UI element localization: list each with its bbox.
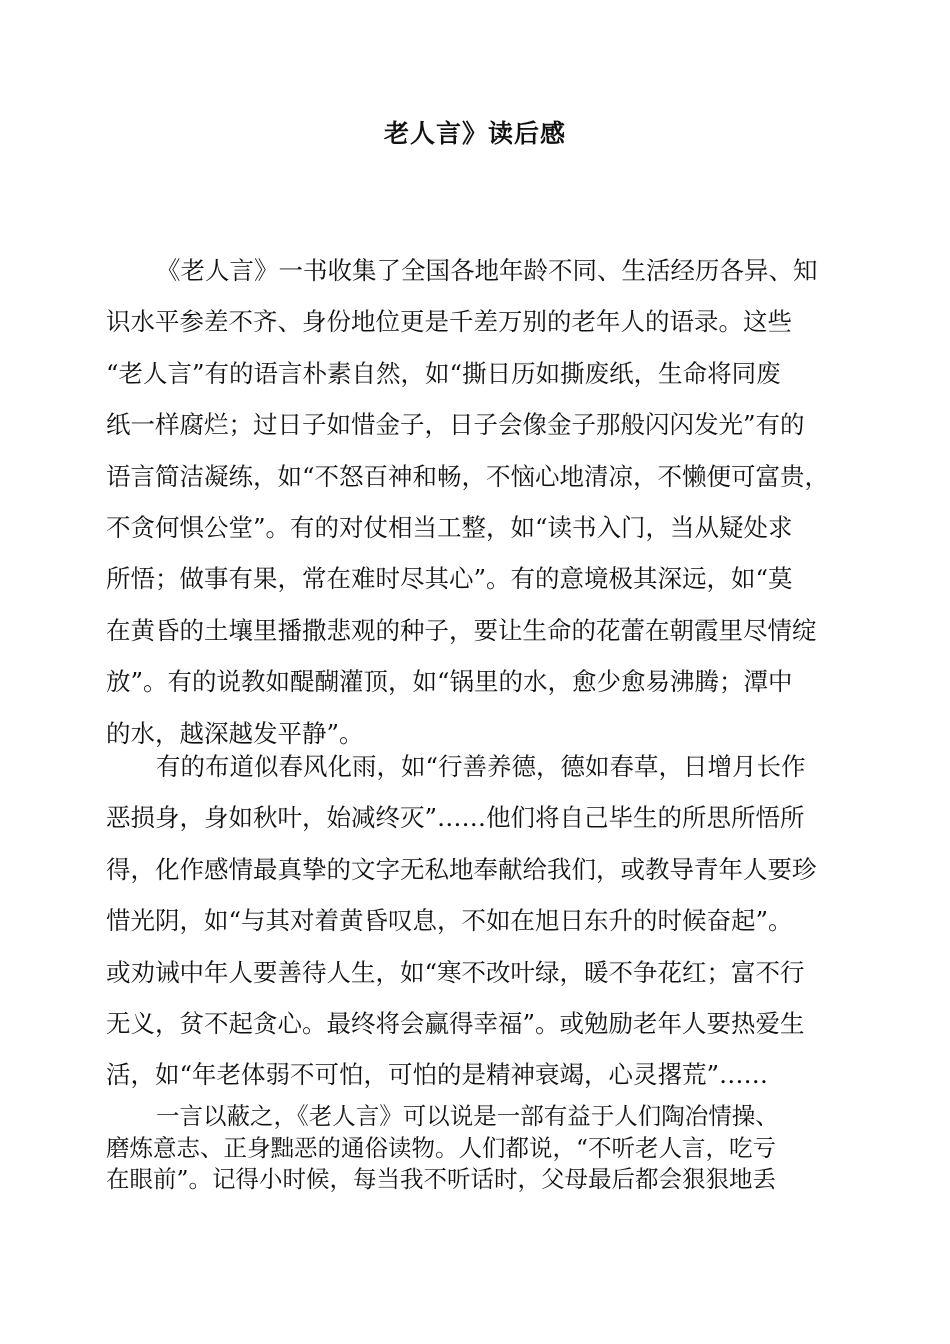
paragraph-line: 纸一样腐烂；过日子如惜金子，日子会像金子那般闪闪发光”有的	[106, 410, 805, 440]
paragraph-1	[106, 245, 848, 759]
paragraph-line: 磨炼意志、正身黜恶的通俗读物。人们都说，“不听老人言，吃亏	[106, 1133, 777, 1162]
paragraph-line: 放”。有的说教如醍醐灌顶，如“锅里的水，愈少愈易沸腾；潭中	[106, 667, 793, 697]
paragraph-line: 的水，越深越发平静”。	[106, 718, 364, 748]
paragraph-line: 得，化作感情最真挚的文字无私地奉献给我们，或教导青年人要珍	[106, 854, 817, 884]
paragraph-line: 识水平参差不齐、身份地位更是千差万别的老年人的语录。这些	[106, 307, 792, 337]
paragraph-line: 有的布道似春风化雨，如“行善养德，德如春草，日增月长作	[156, 752, 806, 781]
paragraph-line: 活，如“年老体弱不可怕，可怕的是精神衰竭，心灵撂荒”……	[106, 1060, 769, 1090]
paragraph-line: 《老人言》一书收集了全国各地年龄不同、生活经历各异、知	[156, 256, 818, 285]
paragraph-line: 所悟；做事有果，常在难时尽其心”。有的意境极其深远，如“莫	[106, 564, 793, 594]
paragraph-line: 一言以蔽之，《老人言》可以说是一部有益于人们陶冶情操、	[156, 1102, 779, 1130]
document-title: 老人言》读后感	[383, 119, 566, 148]
paragraph-line: 惜光阴，如“与其对着黄昏叹息，不如在旭日东升的时候奋起”。	[106, 906, 793, 936]
paragraph-line: 或劝诫中年人要善待人生，如“寒不改叶绿，暖不争花红；富不行	[106, 957, 805, 987]
paragraph-2	[106, 741, 848, 1101]
paragraph-line: 在黄昏的土壤里播撒悲观的种子，要让生命的花蕾在朝霞里尽情绽	[106, 615, 817, 645]
paragraph-line: 在眼前”。记得小时候，每当我不听话时，父母最后都会狠狠地丢	[106, 1165, 777, 1193]
paragraph-line: “老人言”有的语言朴素自然，如“撕日历如撕废纸，生命将同废	[106, 358, 781, 388]
paragraph-line: 无义，贫不起贪心。最终将会赢得幸福”。或勉励老年人要热爱生	[106, 1009, 805, 1039]
paragraph-3	[106, 1101, 848, 1196]
paragraph-line: 不贪何惧公堂”。有的对仗相当工整，如“读书入门，当从疑处求	[106, 513, 793, 543]
paragraph-line: 恶损身，身如秋叶，始减终灭”……他们将自己毕生的所思所悟所	[106, 803, 805, 833]
paragraph-line: 语言简洁凝练，如“不怒百神和畅，不恼心地清凉，不懒便可富贵，	[106, 461, 830, 491]
